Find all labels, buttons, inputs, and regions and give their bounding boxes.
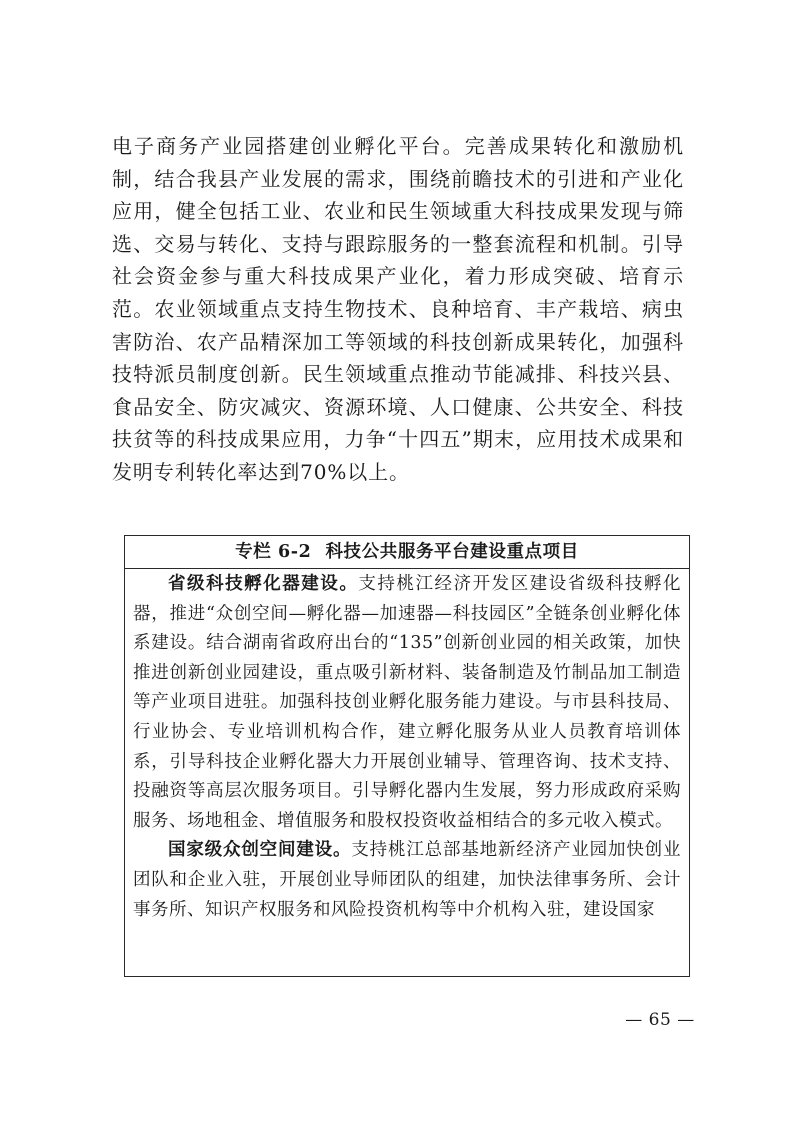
feature-box bbox=[124, 535, 690, 977]
box-item bbox=[133, 836, 681, 925]
box-title: 科技公共服务平台建设重点项目 bbox=[325, 542, 579, 562]
body-paragraph: 电子商务产业园搭建创业孵化平台。完善成果转化和激励机制，结合我县产业发展的需求，围绕前瞻技术的引进和产业化应用，健全包括工业、农业和民生领域重大科技成果发现与筛选、交易与转化、支持与跟踪服务的一整套流程和机制。引导社会资金参与重大科技成果产业化，着力形成突破、培育示范。农业领域重点支持生物技术、良种培育、丰产栽培、病虫害防治、农产品精深加工等领域的科技创新成果转化，加强科技特派员制度创新。民生领域重点推动节能减排、科技兴县、食品安全、防灾减灾、资源环境、人口健康、公共安全、科技扶贫等的科技成果应用，力争“十四五”期末，应用技术成果和发明专利转化率达到70%以上。 bbox=[112, 134, 684, 484]
box-item-text: 支持桃江总部基地新经济产业园加快创业团队和企业入驻，开展创业导师团队的组建，加快法律事务所、会计事务所、知识产权服务和风险投资机构等中介机构入驻，建设国家 bbox=[133, 840, 682, 920]
box-item-heading: 省级科技孵化器建设。 bbox=[168, 574, 359, 594]
page-number: — 65 — bbox=[625, 1010, 695, 1030]
box-content bbox=[125, 569, 689, 925]
box-item-text: 支持桃江经济开发区建设省级科技孵化器，推进“众创空间—孵化器—加速器—科技园区”全链条创业孵化体系建设。结合湖南省政府出台的“135”创新创业园的相关政策，加快推进创新创业园建设，重点吸引新材料、装备制造及竹制品加工制造等产业项目进驻。加强科技创业孵化服务能力建设。与市县科技局、行业协会、专业培训机构合作，建立孵化服务从业人员教育培训体系，引导科技企业孵化器大力开展创业辅导、管理咨询、技术支持、投融资等高层次服务项目。引导孵化器内生发展，努力形成政府采购服务、场地租金、增值服务和股权投资收益相结合的多元收入模式。 bbox=[133, 574, 682, 831]
box-item bbox=[133, 570, 681, 836]
box-label: 专栏 6-2 bbox=[235, 542, 312, 562]
box-title-bar bbox=[125, 536, 689, 569]
box-item-heading: 国家级众创空间建设。 bbox=[168, 840, 352, 861]
